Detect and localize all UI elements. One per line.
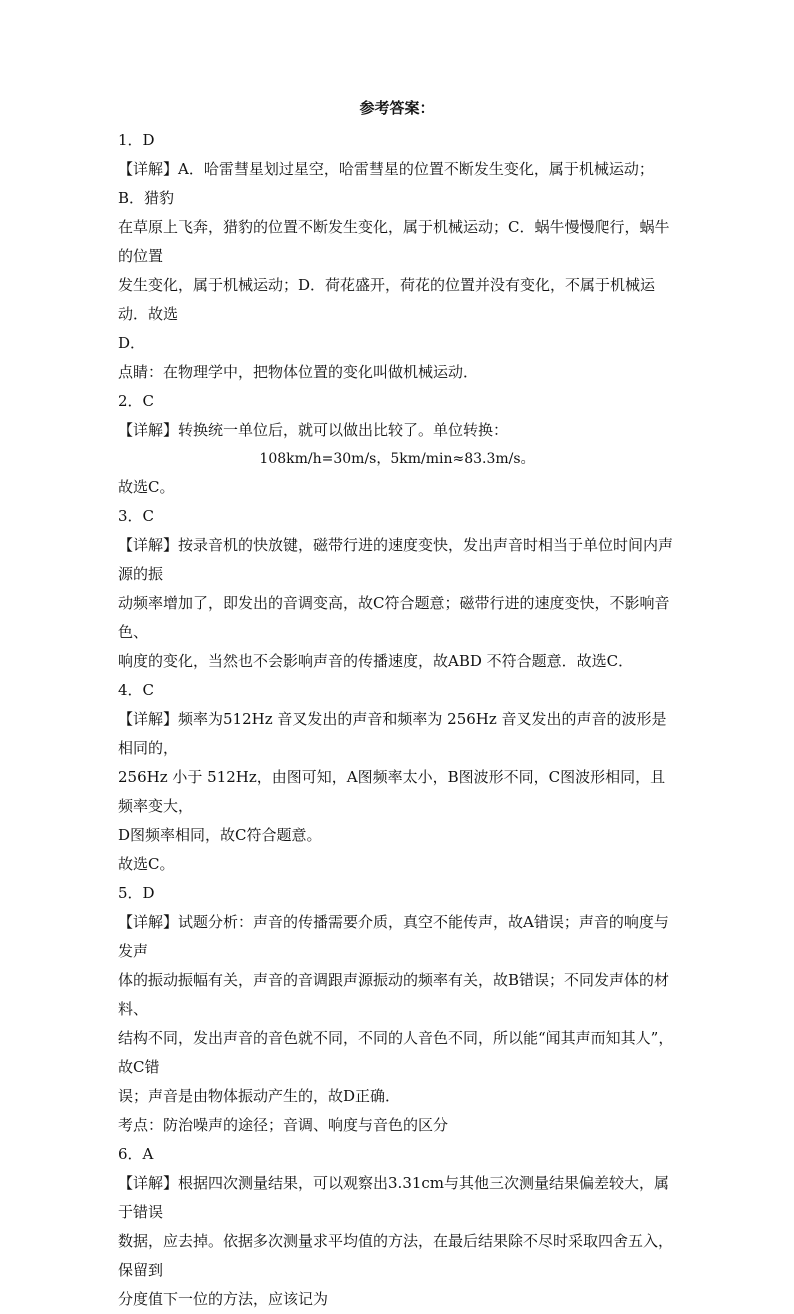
answer-line: 分度值下一位的方法，应该记为	[118, 1290, 329, 1308]
answer-number: 2．C	[118, 392, 155, 410]
formula-line: 108km/h=30m/s，5km/min≈83.3m/s。	[259, 451, 535, 467]
answer-line: 数据，应去掉。依据多次测量求平均值的方法，在最后结果除不尽时采取四舍五入，保留到	[118, 1232, 674, 1279]
answer-line: 故选C。	[118, 855, 175, 873]
page-title: 参考答案：	[359, 99, 435, 117]
answer-number: 6．A	[118, 1145, 154, 1163]
answer-line: 结构不同，发出声音的音色就不同，不同的人音色不同，所以能“闻其声而知其人”，故C错	[118, 1029, 674, 1076]
answer-number: 1．D	[118, 131, 155, 149]
answer-line: 【详解】频率为512Hz 音叉发出的声音和频率为 256Hz 音叉发出的声音的波形是相同的，	[118, 710, 667, 757]
answer-line: 故选C。	[118, 478, 175, 496]
answer-line: 发生变化，属于机械运动；D．荷花盛开，荷花的位置并没有变化，不属于机械运动．故选	[118, 276, 656, 323]
answer-line: 点睛：在物理学中，把物体位置的变化叫做机械运动．	[118, 363, 479, 381]
answer-line: 考点：防治噪声的途径；音调、响度与音色的区分	[118, 1116, 449, 1134]
answer-line: 【详解】根据四次测量结果，可以观察出3.31cm与其他三次测量结果偏差较大，属于错误	[118, 1174, 670, 1221]
answer-line: 【详解】A．哈雷彗星划过星空，哈雷彗星的位置不断发生变化，属于机械运动；B．猎豹	[118, 160, 654, 207]
answer-line: 256Hz 小于 512Hz，由图可知，A图频率太小，B图波形不同，C图波形相同，且频率变大，	[118, 768, 666, 815]
answer-number: 3．C	[118, 507, 155, 525]
answer-line: 【详解】按录音机的快放键，磁带行进的速度变快，发出声音时相当于单位时间内声源的振	[118, 536, 674, 583]
answer-line: 【详解】试题分析：声音的传播需要介质，真空不能传声，故A错误；声音的响度与发声	[118, 913, 669, 960]
answer-number: 5．D	[118, 884, 155, 902]
answer-key	[118, 96, 676, 1314]
answer-line: 体的振动振幅有关，声音的音调跟声源振动的频率有关，故B错误；不同发声体的材料、	[118, 971, 670, 1018]
answer-line: 【详解】转换统一单位后，就可以做出比较了。单位转换：	[118, 421, 509, 439]
answer-line: 响度的变化，当然也不会影响声音的传播速度，故ABD 不符合题意．故选C．	[118, 652, 634, 670]
answer-line: D．	[118, 334, 146, 352]
answer-number: 4．C	[118, 681, 155, 699]
answer-line: D图频率相同，故C符合题意。	[118, 826, 322, 844]
answer-line: 动频率增加了，即发出的音调变高，故C符合题意；磁带行进的速度变快，不影响音色、	[118, 594, 670, 641]
answer-line: 在草原上飞奔，猎豹的位置不断发生变化，属于机械运动；C．蜗牛慢慢爬行，蜗牛的位置	[118, 218, 670, 265]
answer-line: 误；声音是由物体振动产生的，故D正确．	[118, 1087, 401, 1105]
